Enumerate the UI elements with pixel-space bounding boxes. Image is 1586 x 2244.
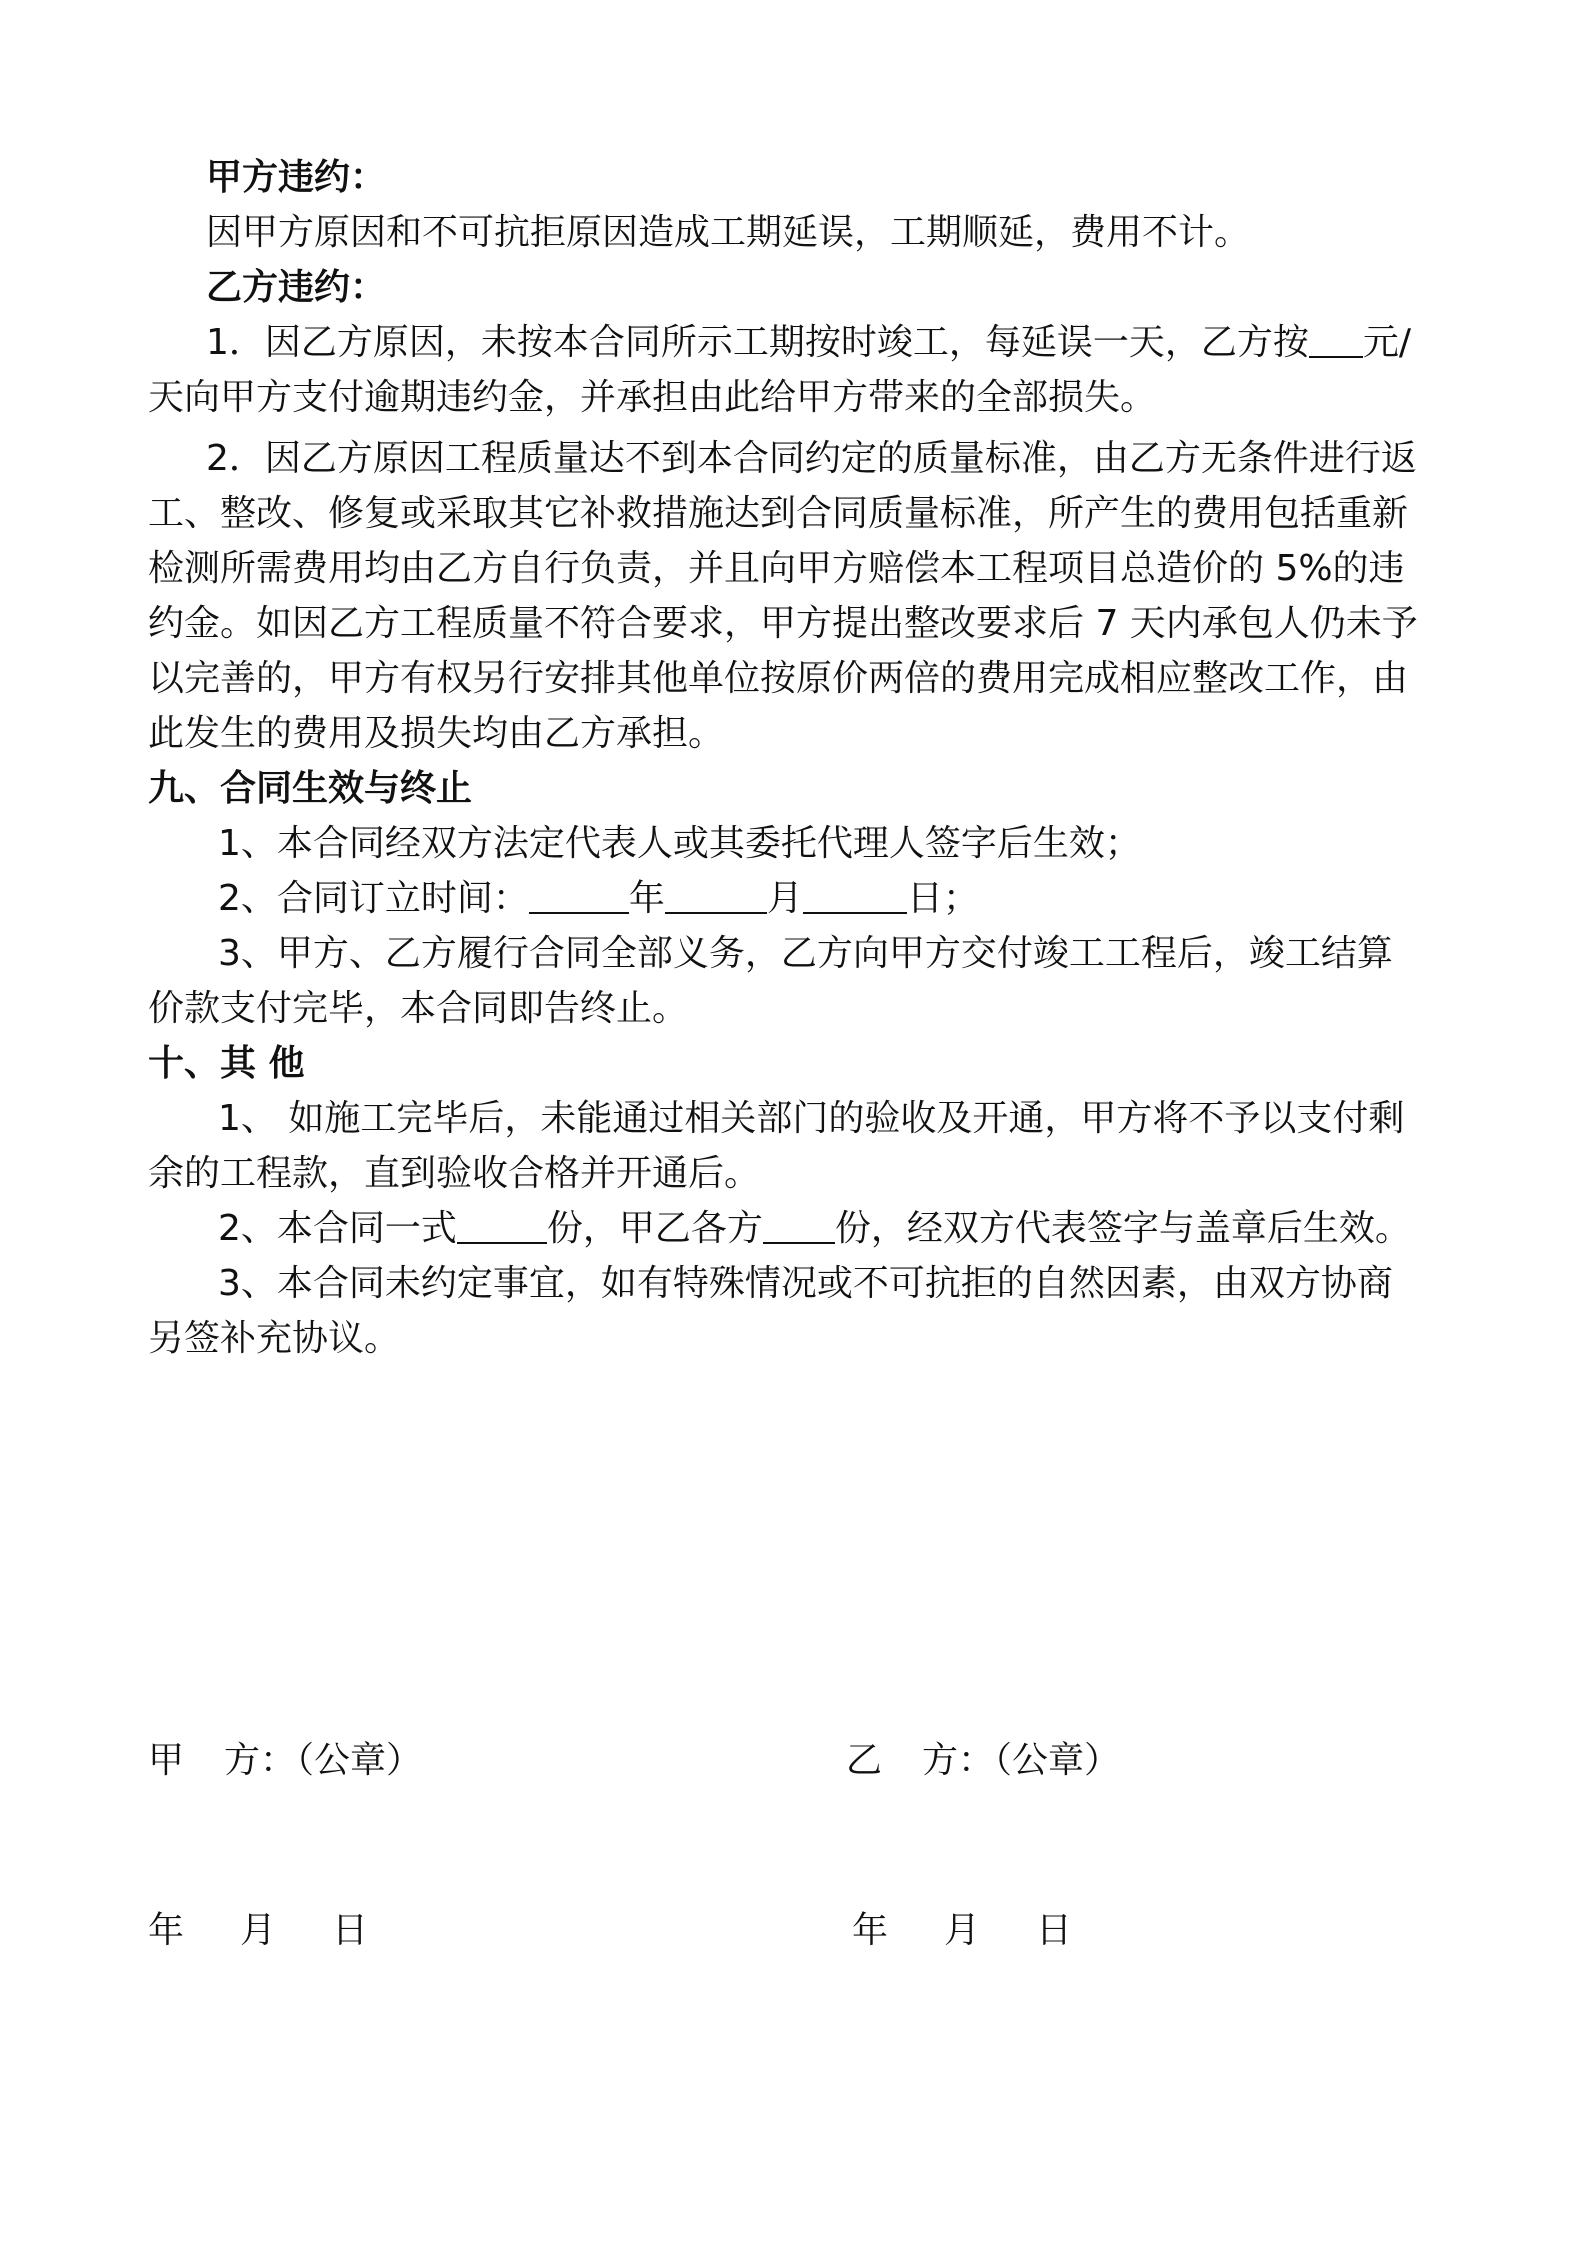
section-10-item-3-line-2: 另签补充协议。	[148, 1318, 401, 1359]
party-b-date	[852, 1906, 1072, 1956]
breach-item-2-line-2: 工、整改、修复或采取其它补救措施达到合同质量标准，所产生的费用包括重新	[148, 493, 1409, 534]
party-b-breach-heading: 乙方违约：	[206, 267, 387, 308]
section-9-item-1: 1、本合同经双方法定代表人或其委托代理人签字后生效；	[218, 823, 1141, 864]
party-b-seal-text: 方：（公章）	[922, 1740, 1121, 1781]
party-b-date-day: 日	[1036, 1910, 1073, 1951]
breach-item-1-line-1	[148, 315, 1456, 370]
signing-date-label: 2、合同订立时间：	[218, 878, 529, 919]
signing-day-label: 日；	[906, 878, 979, 919]
party-b-char: 乙	[846, 1740, 883, 1781]
breach-item-1-unit: 元/	[1362, 322, 1412, 363]
copies-text-1: 2、本合同一式	[218, 1208, 457, 1249]
party-a-seal-label	[148, 1736, 422, 1786]
party-a-breach-text: 因甲方原因和不可抗拒原因造成工期延误，工期顺延，费用不计。	[206, 212, 1251, 253]
signing-month-label: 月	[766, 878, 803, 919]
breach-item-2-line-4: 约金。如因乙方工程质量不符合要求，甲方提出整改要求后 7 天内承包人仍未予	[148, 603, 1418, 644]
party-a-date-year: 年	[148, 1910, 185, 1951]
section-9-item-2	[148, 871, 1456, 926]
section-9-item-3-line-1: 3、甲方、乙方履行合同全部义务，乙方向甲方交付竣工工程后，竣工结算	[218, 933, 1393, 974]
breach-item-2-line-3: 检测所需费用均由乙方自行负责，并且向甲方赔偿本工程项目总造价的 5%的违	[148, 548, 1405, 589]
party-b-date-year: 年	[852, 1910, 889, 1951]
breach-item-2-line-6: 此发生的费用及损失均由乙方承担。	[148, 713, 725, 754]
section-10-item-3-line-1: 3、本合同未约定事宜，如有特殊情况或不可抗拒的自然因素，由双方协商	[218, 1263, 1393, 1304]
breach-item-1-text: 1．因乙方原因，未按本合同所示工期按时竣工，每延误一天，乙方按	[206, 322, 1309, 363]
total-copies-blank	[457, 1206, 547, 1244]
each-party-copies-blank	[763, 1206, 835, 1244]
section-10-item-1-line-1: 1、 如施工完毕后，未能通过相关部门的验收及开通，甲方将不予以支付剩	[218, 1098, 1405, 1139]
breach-item-2-line-1: 2．因乙方原因工程质量达不到本合同约定的质量标准，由乙方无条件进行返	[206, 438, 1417, 479]
party-a-date	[148, 1906, 368, 1956]
party-a-date-month: 月	[240, 1910, 277, 1951]
party-a-breach-heading: 甲方违约：	[206, 157, 387, 198]
signing-day-blank	[803, 876, 907, 914]
copies-text-2: 份，甲乙各方	[546, 1208, 763, 1249]
party-b-seal-label	[846, 1736, 1120, 1786]
breach-item-2-line-5: 以完善的，甲方有权另行安排其他单位按原价两倍的费用完成相应整改工作，由	[148, 658, 1409, 699]
section-10-heading: 十、其 他	[148, 1043, 305, 1084]
party-a-char: 甲	[148, 1740, 185, 1781]
section-10-item-2	[148, 1201, 1456, 1256]
copies-text-3: 份，经双方代表签字与盖章后生效。	[834, 1208, 1411, 1249]
party-b-date-month: 月	[944, 1910, 981, 1951]
penalty-amount-blank	[1309, 320, 1363, 358]
party-a-seal-text: 方：（公章）	[224, 1740, 423, 1781]
breach-item-1-line-2: 天向甲方支付逾期违约金，并承担由此给甲方带来的全部损失。	[148, 377, 1157, 418]
signing-year-blank	[529, 876, 629, 914]
contract-body	[148, 150, 1456, 1366]
section-9-item-3-line-2: 价款支付完毕，本合同即告终止。	[148, 988, 689, 1029]
party-a-date-day: 日	[332, 1910, 369, 1951]
section-10-item-1-line-2: 余的工程款，直到验收合格并开通后。	[148, 1153, 761, 1194]
signing-year-label: 年	[628, 878, 665, 919]
signing-month-blank	[665, 876, 767, 914]
section-9-heading: 九、合同生效与终止	[148, 768, 473, 809]
